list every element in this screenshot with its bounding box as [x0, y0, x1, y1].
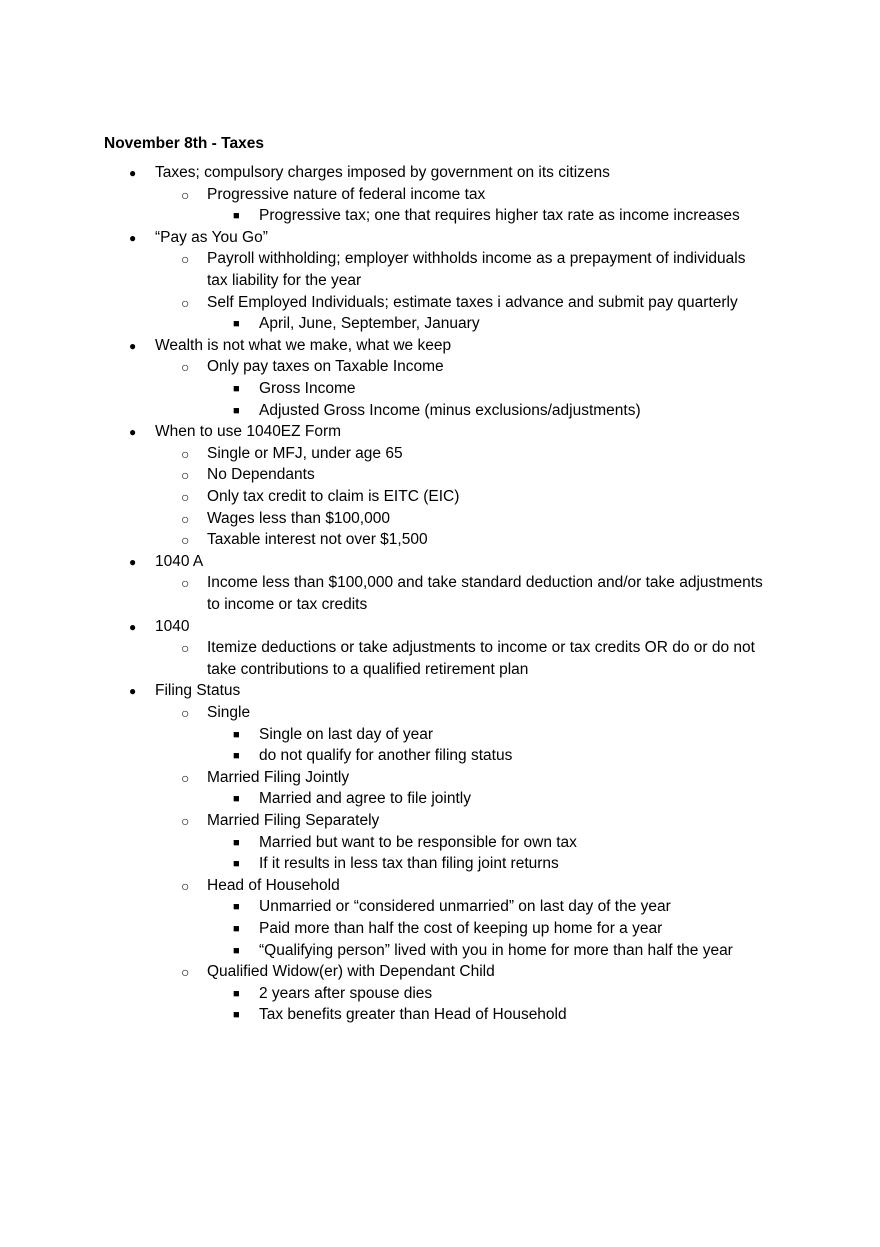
bullet-level-2-icon: ○	[181, 769, 190, 786]
bullet-level-3-icon: ■	[233, 750, 240, 763]
bullet-level-3-icon: ■	[233, 728, 240, 741]
list-item-level-2: Payroll withholding; employer withholds income as a prepayment of individuals	[207, 250, 746, 268]
bullet-level-2-icon: ○	[181, 186, 190, 203]
bullet-level-1-icon: ●	[129, 684, 137, 699]
bullet-level-2-icon: ○	[181, 640, 190, 657]
bullet-level-2-icon: ○	[181, 813, 190, 829]
list-item-level-3: 2 years after spouse dies	[259, 984, 433, 1002]
list-item-level-3: Progressive tax; one that requires higher tax rate as income increases	[259, 207, 740, 225]
list-item-level-2: Only pay taxes on Taxable Income	[207, 358, 444, 376]
bullet-level-3-icon: ■	[233, 923, 240, 935]
list-item-level-3: Single on last day of year	[259, 725, 434, 743]
bullet-level-3-icon: ■	[233, 944, 240, 957]
bullet-level-2-icon: ○	[181, 359, 190, 376]
list-item-level-3: Unmarried or “considered unmarried” on last day of the year	[259, 898, 671, 916]
list-item-level-3: Adjusted Gross Income (minus exclusions/adjustments)	[259, 401, 641, 419]
list-item-level-3: Married and agree to file jointly	[259, 790, 471, 808]
list-item-level-3: Tax benefits greater than Head of Household	[259, 1006, 567, 1024]
list-item-level-2: Married Filing Separately	[207, 812, 380, 829]
bullet-level-2-icon: ○	[181, 532, 190, 549]
list-item-level-1: Wealth is not what we make, what we keep	[155, 336, 452, 354]
bullet-level-1-icon: ●	[129, 554, 137, 569]
bullet-level-2-icon: ○	[181, 964, 190, 981]
list-item-level-3: Gross Income	[259, 380, 356, 397]
bullet-level-3-icon: ■	[233, 210, 240, 223]
bullet-level-3-icon: ■	[233, 901, 240, 914]
list-item-level-1: Filing Status	[155, 682, 241, 700]
bullet-level-1-icon: ●	[129, 425, 137, 440]
list-item-level-1: 1040 A	[155, 552, 204, 570]
list-item-level-1: When to use 1040EZ Form	[155, 423, 342, 441]
list-item-level-2: Qualified Widow(er) with Dependant Child	[207, 963, 495, 981]
bullet-level-1-icon: ●	[129, 619, 137, 634]
list-item-level-2: Head of Household	[207, 876, 340, 894]
bullet-level-3-icon: ■	[233, 404, 240, 417]
list-item-level-2: Self Employed Individuals; estimate taxes i advance and submit pay quarterly	[207, 293, 738, 311]
bullet-level-2-icon: ○	[181, 445, 190, 462]
bullet-level-3-icon: ■	[233, 987, 240, 1000]
bullet-level-1-icon: ●	[129, 230, 137, 245]
list-item-level-3: Married but want to be responsible for own tax	[259, 833, 577, 851]
list-item-level-2: Only tax credit to claim is EITC (EIC)	[207, 488, 460, 505]
list-item-level-3: If it results in less tax than filing joint returns	[259, 855, 559, 873]
bullet-level-1-icon: ●	[129, 338, 137, 353]
list-item-level-1: 1040	[155, 617, 190, 635]
bullet-level-1-icon: ●	[129, 166, 137, 180]
page-title: November 8th - Taxes	[104, 135, 264, 152]
list-item-level-2: Income less than $100,000 and take standard deduction and/or take adjustments	[207, 574, 763, 592]
list-item-level-2: tax liability for the year	[207, 272, 362, 289]
bullet-level-2-icon: ○	[181, 489, 190, 505]
list-item-level-1: “Pay as You Go”	[155, 228, 268, 246]
list-item-level-3: do not qualify for another filing status	[259, 747, 513, 765]
list-item-level-3: “Qualifying person” lived with you in home for more than half the year	[259, 941, 733, 959]
bullet-level-2-icon: ○	[181, 251, 190, 268]
bullet-level-2-icon: ○	[181, 877, 190, 894]
bullet-level-3-icon: ■	[233, 383, 240, 395]
list-item-level-2: Taxable interest not over $1,500	[207, 531, 428, 549]
list-item-level-3: Paid more than half the cost of keeping up home for a year	[259, 920, 663, 937]
list-item-level-2: Married Filing Jointly	[207, 768, 350, 786]
list-item-level-2: Progressive nature of federal income tax	[207, 185, 486, 203]
list-item-level-2: Single or MFJ, under age 65	[207, 444, 403, 462]
bullet-level-3-icon: ■	[233, 858, 240, 871]
list-item-level-2: No Dependants	[207, 466, 315, 484]
list-item-level-2: Single	[207, 704, 251, 721]
list-item-level-2: take contributions to a qualified retirement plan	[207, 660, 529, 678]
bullet-level-3-icon: ■	[233, 836, 240, 849]
bullet-level-2-icon: ○	[181, 575, 190, 592]
list-item-level-2: to income or tax credits	[207, 596, 368, 613]
bullet-level-2-icon: ○	[181, 705, 190, 721]
bullet-level-2-icon: ○	[181, 510, 190, 527]
bullet-level-3-icon: ■	[233, 318, 240, 331]
bullet-level-3-icon: ■	[233, 1009, 240, 1022]
list-item-level-3: April, June, September, January	[259, 315, 480, 333]
bullet-level-3-icon: ■	[233, 793, 240, 806]
bullet-level-2-icon: ○	[181, 294, 190, 311]
list-item-level-2: Wages less than $100,000	[207, 509, 390, 527]
list-item-level-1: Taxes; compulsory charges imposed by government on its citizens	[155, 164, 610, 181]
list-item-level-2: Itemize deductions or take adjustments to income or tax credits OR do or do not	[207, 639, 755, 657]
bullet-level-2-icon: ○	[181, 467, 190, 484]
